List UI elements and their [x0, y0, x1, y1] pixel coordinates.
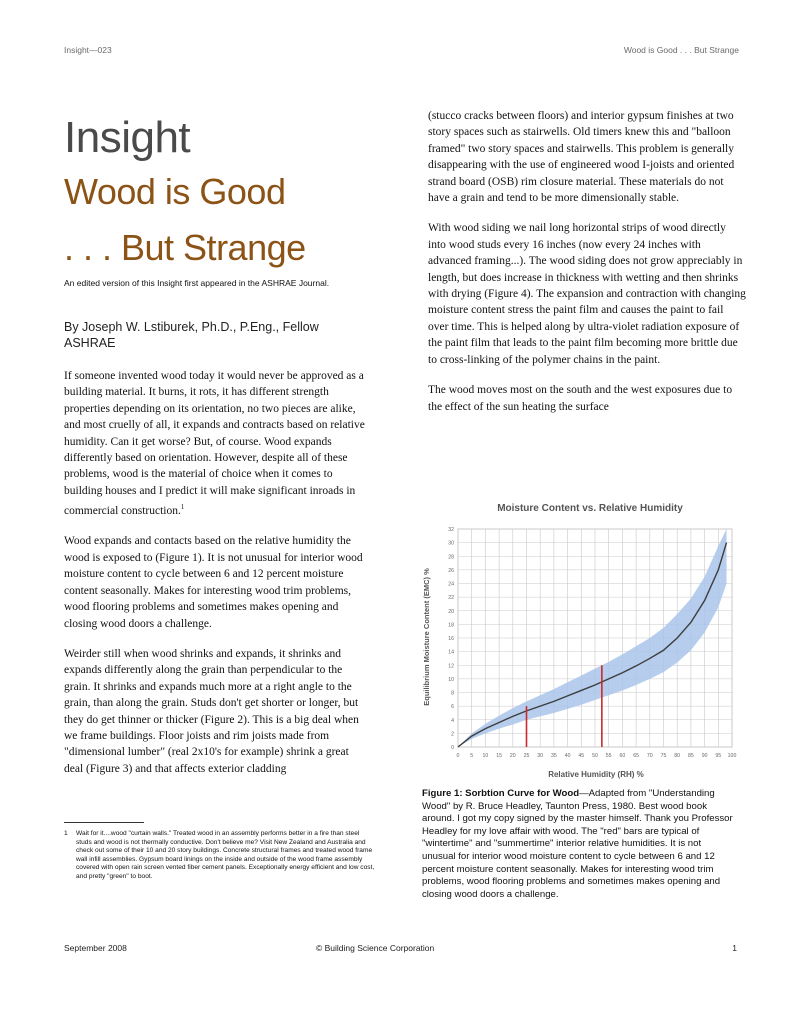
y-tick-label: 8 [451, 690, 454, 697]
footer-date: September 2008 [64, 943, 127, 953]
article-title-line1: Wood is Good [64, 171, 286, 212]
x-tick-label: 25 [523, 753, 530, 759]
y-tick-labels [448, 527, 454, 751]
y-tick-label: 16 [448, 636, 454, 642]
footnote-rule [64, 822, 144, 823]
x-tick-label: 10 [482, 753, 489, 759]
y-tick-label: 4 [451, 717, 454, 724]
paragraph-4: (stucco cracks between floors) and interior gypsum finishes at two story spaces such as stairwells. Old timers knew this and "balloon framed" two story spaces and stairwells. This problem is generally disappearing with the use of engineered wood I-joists and oriented strand board (OSB) rim closure material. These materials do not have a grain and tend to be more dimensionally stable. [428, 110, 735, 205]
x-tick-label: 45 [578, 753, 585, 759]
x-tick-label: 50 [592, 753, 598, 759]
y-tick-label: 32 [448, 527, 454, 533]
y-tick-label: 22 [448, 595, 454, 602]
y-tick-label: 20 [448, 608, 454, 615]
x-tick-label: 0 [456, 753, 460, 759]
y-tick-label: 24 [448, 581, 454, 588]
paragraph-2: Wood expands and contacts based on the relative humidity the wood is exposed to (Figure 1). It is not unusual for interior wood moisture content to cycle between 6 and 12 percent moisture content seasonally. Makes for interesting wood trim problems, wood flooring problems and sometimes makes opening and closing wood doors a challenge. [64, 535, 363, 630]
author-byline: By Joseph W. Lstiburek, Ph.D., P.Eng., Fellow ASHRAE [64, 320, 319, 350]
y-tick-label: 2 [451, 731, 454, 738]
paragraph-1 [64, 368, 370, 519]
figure-1-caption [422, 788, 734, 901]
x-tick-label: 55 [605, 753, 612, 759]
x-tick-label: 60 [619, 753, 626, 759]
footer-copyright: © Building Science Corporation [316, 943, 435, 953]
y-tick-label: 18 [448, 622, 454, 629]
x-axis-label: Relative Humidity (RH) % [548, 770, 644, 779]
moisture-content-chart [410, 495, 750, 785]
footnote-number: 1 [64, 830, 68, 837]
x-tick-label: 5 [470, 753, 474, 759]
y-tick-label: 14 [448, 649, 454, 656]
right-column [428, 108, 746, 429]
y-tick-label: 26 [448, 567, 454, 574]
x-tick-label: 90 [701, 753, 708, 759]
paragraph-3: Weirder still when wood shrinks and expands, it shrinks and expands differently along the grain than perpendicular to the grain. It shrinks and expands much more at a right angle to the grain, than along the grain. Studs don't get shorter or longer, but they do get thinner or thicker (Figure 2). This is a big deal when we frame buildings. Floor joists and rim joists made from "dimensional lumber" (real 2x10's for example) shrink a great deal (Figure 3) and that affects exterior cladding [64, 647, 359, 775]
y-tick-label: 30 [448, 540, 454, 547]
figure-1-label: Figure 1: Sorbtion Curve for Wood [422, 788, 580, 799]
x-tick-labels [457, 753, 737, 759]
x-tick-label: 85 [688, 753, 694, 759]
series-title: Insight [64, 113, 191, 162]
y-tick-label: 28 [448, 554, 454, 561]
x-tick-label: 30 [537, 753, 544, 759]
y-tick-label: 6 [451, 704, 454, 711]
x-tick-label: 65 [633, 753, 639, 759]
y-axis-label: Equilibrium Moisture Content (EMC) % [422, 568, 431, 706]
x-tick-label: 70 [646, 753, 653, 759]
edited-version-note: An edited version of this Insight first appeared in the ASHRAE Journal. [64, 278, 330, 288]
x-tick-label: 95 [715, 753, 722, 759]
x-tick-label: 35 [551, 753, 557, 759]
x-tick-label: 100 [727, 753, 737, 759]
paragraph-5: With wood siding we nail long horizontal strips of wood directly into wood studs every 16 inches (now every 24 inches with advanced framing...). The wood siding does not grow appreciably in length, but does increase in thickness with wetting and then shrinks with drying (Figure 4). The expansion and contraction with changing moisture content stress the paint film and causes the paint to fail over time. This is helped along by ultra-violet radiation exposure of the paint film that leads to the paint film becoming more brittle due to cross-linking of the polymer chains in the paint. [428, 222, 746, 366]
left-column [64, 368, 370, 791]
x-tick-label: 80 [674, 753, 681, 759]
x-tick-label: 75 [660, 753, 667, 759]
x-tick-label: 40 [564, 753, 571, 759]
chart-title: Moisture Content vs. Relative Humidity [497, 503, 683, 514]
running-header-right: Wood is Good . . . But Strange [623, 45, 739, 55]
paragraph-1-text: If someone invented wood today it would never be approved as a building material. It burns, it rots, it has different strength properties depending on its orientation, no two pieces are alike, and most cruelly of all, it expands and contracts based on relative humidity. Can it get worse? But, of course. Wood expands differently based on orientation. However, despite all of these problems, wood is the material of choice when it comes to building houses and I predict it will make significant inroads in commercial construction. [64, 370, 365, 518]
x-tick-label: 20 [509, 753, 516, 759]
running-header-left: Insight—023 [64, 45, 112, 55]
paragraph-6: The wood moves most on the south and the west exposures due to the effect of the sun heating the surface [428, 384, 733, 413]
footnote-reference[interactable]: 1 [180, 503, 185, 512]
footnote-text: Wait for it....wood "curtain walls." Treated wood in an assembly performs better in a fire than steel studs and wood is not thermally conductive. Don't believe me? Visit New Zealand and Australia and check out some of their 10 and 20 story buildings. Concrete structural frames and treated wood frame wall infill assemblies. Gypsum board linings on the inside and outside of the wood frame assembly covered with open rain screen vented fiber cement panels. Exceptionally energy efficient and low cost, and pretty "green" to boot. [76, 830, 375, 880]
page-number: 1 [732, 943, 737, 953]
x-tick-label: 15 [496, 753, 502, 759]
figure-1-caption-text: —Adapted from "Understanding Wood" by R. Bruce Headley, Taunton Press, 1980. Best wood book around. I got my copy signed by the master himself. Thank you Professor Headley for my love affair with wood. The "red" bars are typical of "wintertime" and "summertime" interior relative humidities. It is not unusual for interior wood moisture content to cycle between 6 and 12 percent moisture content seasonally. Makes for interesting wood trim problems, wood flooring problems and sometimes makes opening and closing wood doors a challenge. [422, 788, 733, 900]
y-tick-label: 10 [448, 676, 454, 683]
article-title-line2: . . . But Strange [64, 227, 306, 268]
y-tick-label: 0 [451, 745, 454, 751]
y-tick-label: 12 [448, 663, 454, 670]
